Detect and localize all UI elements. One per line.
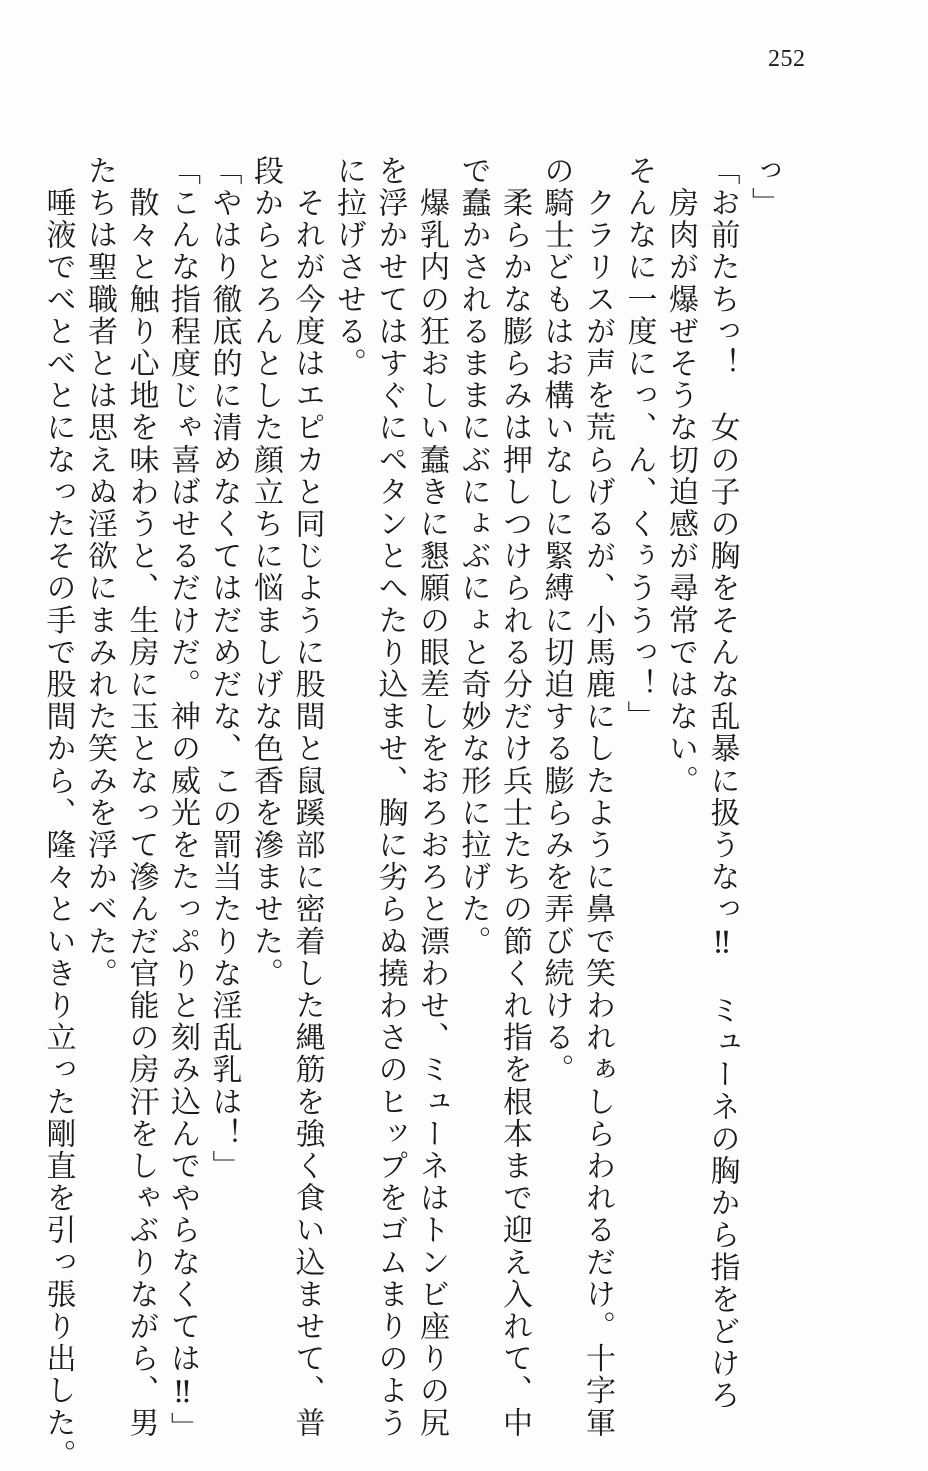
text-line: そんなに一度にっ、ん、くぅううっ！」	[621, 155, 657, 733]
text-line: 「やはり徹底的に清めなくてはだめだな、この罰当たりな淫乱乳は！」	[206, 155, 242, 1183]
text-line: 爆乳内の狂おしい蠢きに懇願の眼差しをおろおろと漂わせ、ミューネはトンビ座りの尻	[414, 155, 449, 1439]
text-line: 「こんな指程度じゃ喜ばせるだけだ。神の威光をたっぷりと刻み込んでやらなくては‼」	[165, 155, 200, 1444]
page-number: 252	[768, 46, 806, 72]
text-line: を浮かせてはすぐにペタンとへたり込ませ、胸に劣らぬ撓わさのヒップをゴムまりのよう	[372, 155, 408, 1439]
text-line: っ」	[746, 155, 781, 220]
text-line: 「お前たちっ！ 女の子の胸をそんな乱暴に扱うなっ‼ ミューネの胸から指をどけろ	[704, 155, 740, 1412]
text-line: クラリスが声を荒らげるが、小馬鹿にしたように鼻で笑われぁしらわれるだけ。十字軍	[580, 155, 615, 1439]
text-line: 房肉が爆ぜそうな切迫感が尋常ではない。	[663, 155, 698, 797]
text-line: の騎士どもはお構いなしに緊縛に切迫する膨らみを弄び続ける。	[538, 155, 574, 1086]
text-line: で蠢かされるままにぶにょぶにょと奇妙な形に拉げた。	[455, 155, 491, 958]
text-line: に拉げさせる。	[331, 155, 366, 380]
text-line: 散々と触り心地を味わうと、生房に玉となって滲んだ官能の房汗をしゃぶりながら、男	[123, 155, 159, 1439]
text-line: 段からとろんとした顔立ちに悩ましげな色香を滲ませた。	[248, 155, 283, 990]
text-line: たちは聖職者とは思えぬ淫欲にまみれた笑みを浮かべた。	[82, 155, 117, 990]
text-line: 柔らかな膨らみは押しつけられる分だけ兵士たちの節くれ指を根本まで迎え入れて、中	[497, 155, 532, 1439]
vertical-body-text	[40, 155, 784, 1471]
text-line: それが今度はエピカと同じように股間と鼠蹊部に密着した縄筋を強く食い込ませて、普	[289, 155, 325, 1439]
text-line: 唾液でべとべとになったその手で股間から、隆々といきり立った剛直を引っ張り出した。	[40, 155, 76, 1471]
